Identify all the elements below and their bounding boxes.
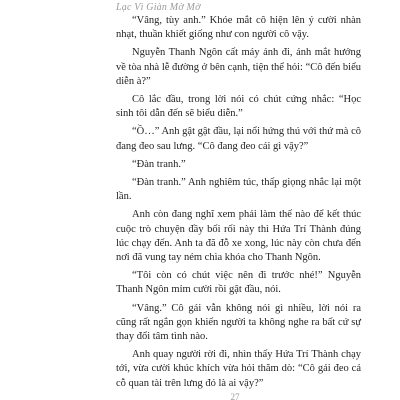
paragraph: “Tôi còn có chút việc nên đi trước nhé!” Nguyễn Thanh Ngôn mỉm cười rồi gật đầu, nói. bbox=[116, 270, 361, 296]
paragraph: “Vâng, tùy anh.” Khóe mắt cô hiện lên ý cười nhàn nhạt, thuần khiết giống như con người cô vậy. bbox=[116, 15, 361, 41]
paragraph: Anh còn đang nghĩ xem phải làm thế nào để kết thúc cuộc trò chuyện đầy bối rối này thì Hứa Trí Thành đúng lúc chạy đến. Anh ta đã đỗ xe xong, lúc này còn chưa đến nơi đã vung tay ném chìa khóa cho Thanh Ngôn. bbox=[116, 209, 361, 264]
paragraph: Anh quay người rời đi, nhìn thấy Hứa Trí Thành chạy tới, vừa cười khúc khích vừa hỏi thăm dò: “Cô gái đeo cả cỗ quan tài trên lưng đó là ai vậy?” bbox=[116, 349, 361, 389]
paragraph: “Đàn tranh.” bbox=[132, 158, 186, 170]
paragraph: Cô lắc đầu, trong lời nói có chút cứng nhắc: “Học sinh tôi dẫn đến sẽ biểu diễn.” bbox=[116, 94, 361, 120]
page-number: 27 bbox=[230, 392, 240, 400]
paragraph: “Đàn tranh.” Anh nghiêm túc, thấp giọng nhắc lại một lần. bbox=[116, 177, 361, 203]
body-text bbox=[116, 14, 361, 395]
paragraph: Nguyễn Thanh Ngôn cất máy ảnh đi, ánh mắt hướng về tòa nhà lễ đường ở bên cạnh, tiện thể hỏi: “Cô đến biểu diễn à?” bbox=[116, 47, 361, 87]
running-header: Lạc Vì Giàn Mờ Mờ bbox=[116, 2, 201, 13]
paragraph: “Vâng.” Cô gái vẫn không nói gì nhiều, lời nói ra cũng rất ngắn gọn khiến người ta không nghe ra bất cứ sự thay đổi tâm tình nào. bbox=[116, 302, 361, 343]
paragraph: “Ồ…” Anh gật gật đầu, lại nổi hứng thú với thứ mà cô đang đeo sau lưng. “Cô đang đeo cái gì vậy?” bbox=[116, 126, 361, 152]
